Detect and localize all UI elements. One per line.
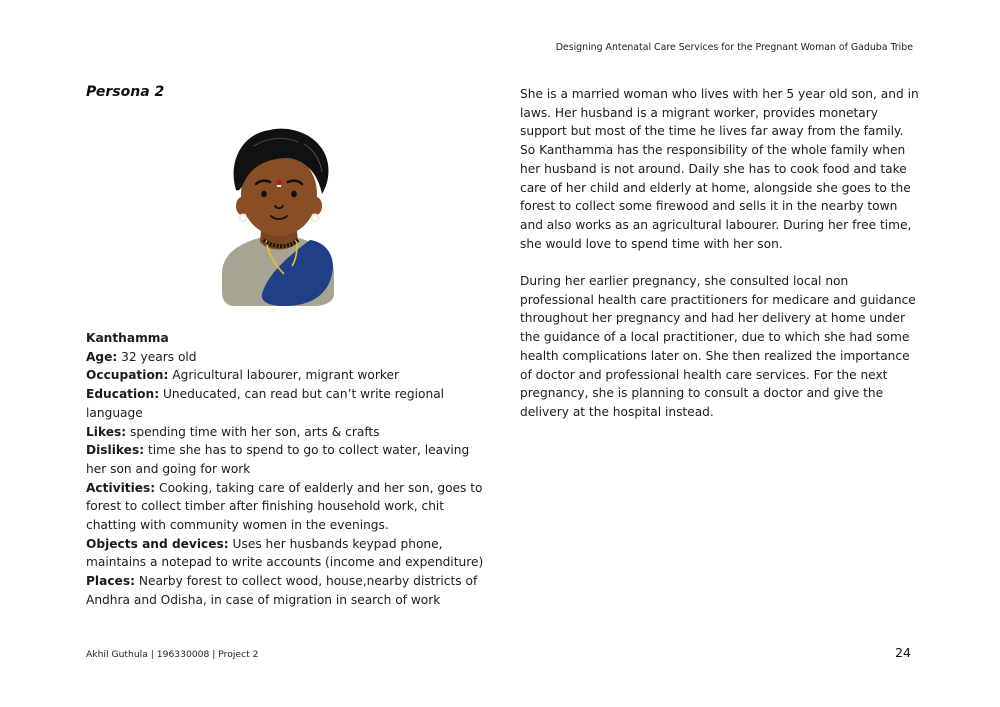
profile-row-occupation <box>86 366 486 385</box>
avatar-earring-left <box>240 215 247 222</box>
persona-avatar <box>214 124 344 310</box>
profile-label: Likes: <box>86 424 127 439</box>
profile-label: Age: <box>86 349 118 364</box>
profile-label: Objects and devices: <box>86 536 229 551</box>
persona-title: Persona 2 <box>86 84 165 100</box>
story-paragraph-background: She is a married woman who lives with her 5 year old son, and in laws. Her husband is a migrant worker, provides monetary support but most of the time he lives far away from the family. So Kanthamma has the responsibility of the whole family when her husband is not around. Daily she has to cook food and take care of her child and elderly at home, alongside she goes to the forest to collect some firewood and sells it in the nearby town and also works as an agricultural labourer. During her free time, she would love to spend time with her son. <box>520 87 919 251</box>
profile-row-places <box>86 572 486 609</box>
profile-label: Activities: <box>86 480 156 495</box>
story-paragraph-pregnancy: During her earlier pregnancy, she consulted local non professional health care practitioners for medicare and guidance throughout her pregnancy and had her delivery at home under the guidance of a local practitioner, due to which she had some health complications later on. She then realized the importance of doctor and professional health care services. For the next pregnancy, she is planning to consult a doctor and give the delivery at the hospital instead. <box>520 274 916 419</box>
profile-label: Dislikes: <box>86 443 145 458</box>
profile-label: Education: <box>86 387 160 402</box>
woman-avatar-illustration-icon <box>214 124 344 310</box>
profile-row-activities <box>86 479 486 535</box>
persona-name: Kanthamma <box>86 331 169 345</box>
profile-row-likes <box>86 423 486 442</box>
profile-label: Places: <box>86 574 135 589</box>
profile-value: time she has to spend to go to collect water, leaving her son and going for work <box>86 443 470 476</box>
profile-label: Occupation: <box>86 368 169 383</box>
page-number: 24 <box>895 645 911 660</box>
persona-profile <box>86 329 486 610</box>
avatar-bindi <box>276 179 281 184</box>
profile-value: Agricultural labourer, migrant worker <box>168 368 399 383</box>
profile-value: 32 years old <box>117 349 197 364</box>
profile-value: spending time with her son, arts & crafts <box>126 424 380 439</box>
profile-value: Nearby forest to collect wood, house,nearby districts of Andhra and Odisha, in case of migration in search of work <box>86 574 478 607</box>
profile-value: Cooking, taking care of ealderly and her son, goes to forest to collect timber after finishing household work, chit chatting with community women in the evenings. <box>86 480 483 533</box>
profile-row-education <box>86 385 486 422</box>
profile-row-age <box>86 348 486 367</box>
profile-value: Uneducated, can read but can’t write regional language <box>86 387 445 420</box>
profile-row-dislikes <box>86 441 486 478</box>
footer-credit: Akhil Guthula | 196330008 | Project 2 <box>86 649 259 660</box>
avatar-earring-right <box>312 215 319 222</box>
persona-story <box>520 85 920 440</box>
profile-value: Uses her husbands keypad phone, maintains a notepad to write accounts (income and expenditure) <box>86 536 484 570</box>
profile-row-objects-devices <box>86 535 486 572</box>
running-header: Designing Antenatal Care Services for the Pregnant Woman of Gaduba Tribe <box>555 42 913 53</box>
